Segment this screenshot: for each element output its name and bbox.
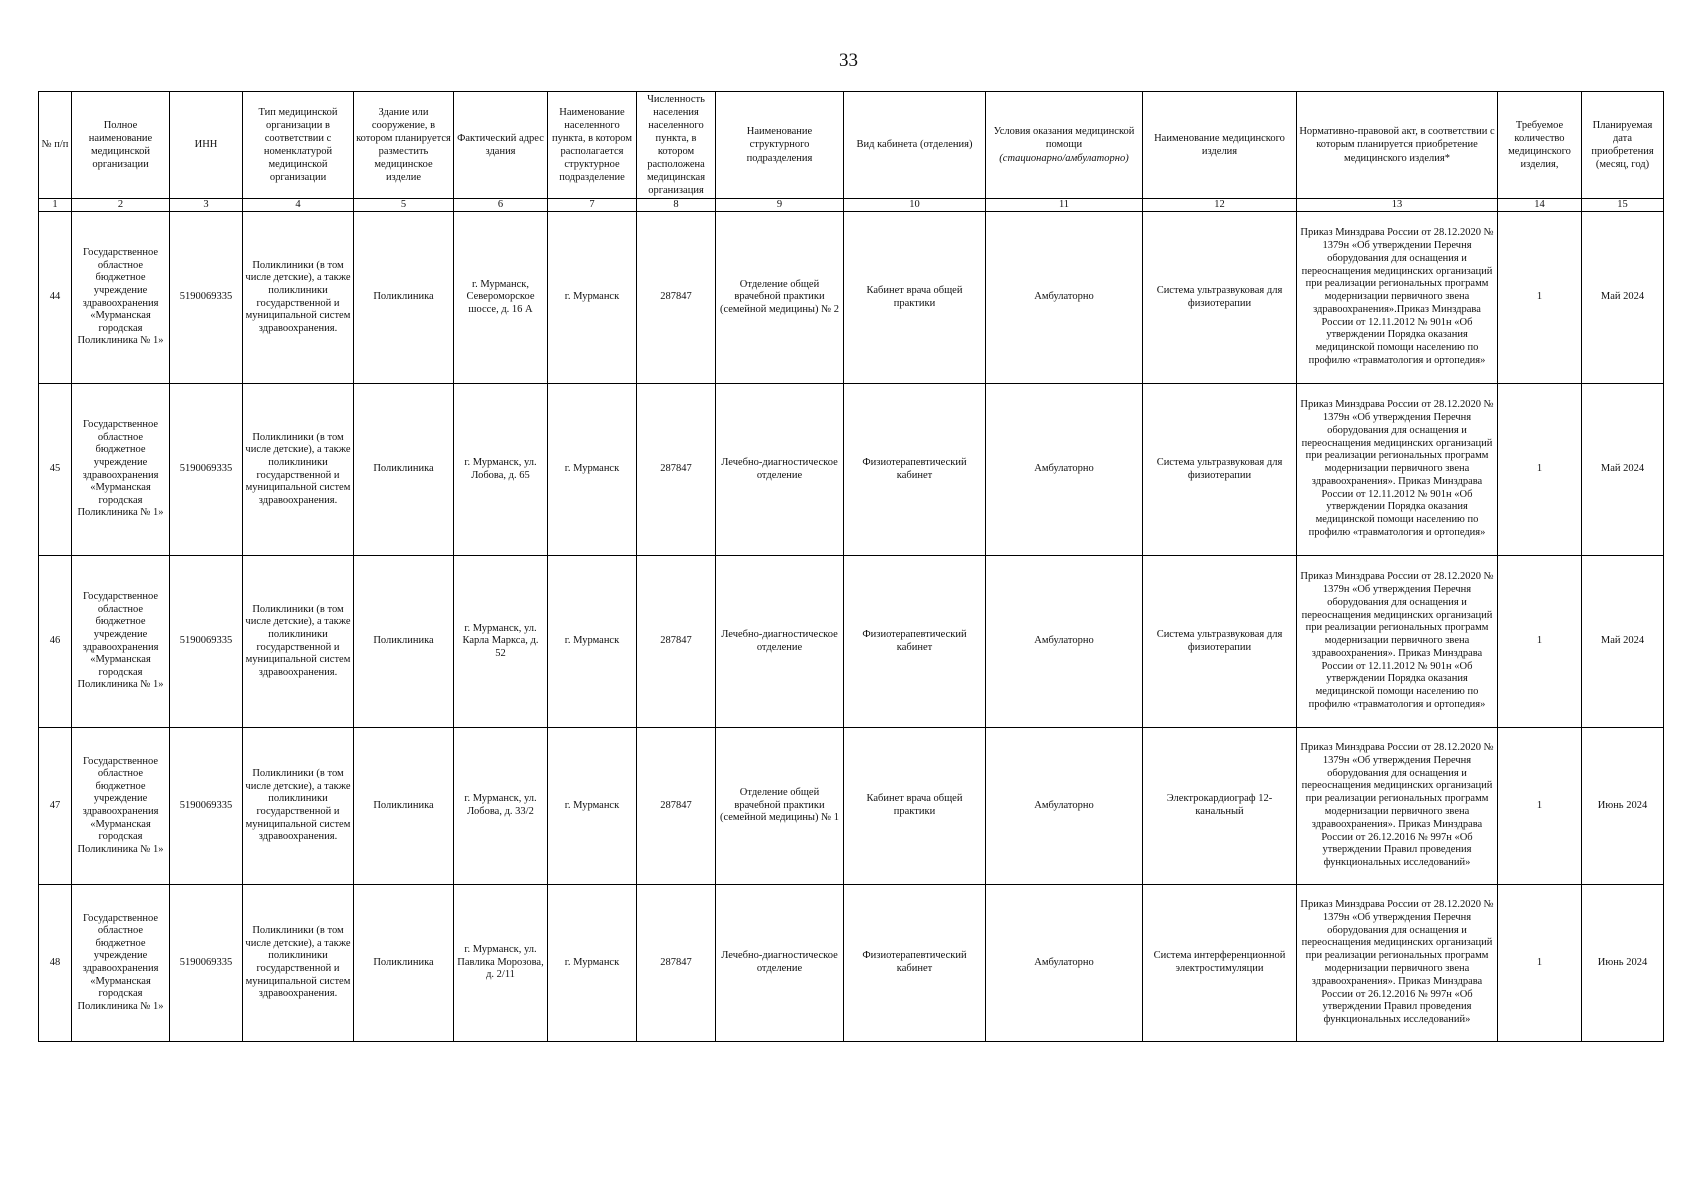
cell-conditions: Амбулаторно [986,212,1143,384]
cell-number: 48 [39,885,72,1042]
cell-cabinet: Физиотерапевтический кабинет [844,885,986,1042]
column-number: 15 [1582,199,1664,212]
cell-org-type: Поликлиники (в том числе детские), а также поликлиники государственной и муниципальной систем здравоохранения. [243,212,354,384]
cell-inn: 5190069335 [170,384,243,556]
column-number: 13 [1297,199,1498,212]
cell-number: 47 [39,728,72,885]
cell-device: Система ультразвуковая для физиотерапии [1143,384,1297,556]
cell-locality: г. Мурманск [548,556,637,728]
header-number: № п/п [39,92,72,199]
cell-device: Электрокардиограф 12-канальный [1143,728,1297,885]
header-org-name: Полное наименование медицинской организации [72,92,170,199]
cell-legal-act: Приказ Минздрава России от 28.12.2020 № 1379н «Об утверждения Перечня оборудования для оснащения и переоснащения медицинских организаций при реализации региональных программ модернизации первичного звена здравоохранения». Приказ Минздрава России от 26.12.2016 № 997н «Об утверждении Правил проведения функциональных исследований» [1297,728,1498,885]
equipment-table [38,91,1664,1042]
column-number: 9 [716,199,844,212]
cell-unit: Лечебно-диагностическое отделение [716,885,844,1042]
cell-device: Система ультразвуковая для физиотерапии [1143,556,1297,728]
cell-unit: Отделение общей врачебной практики (семейной медицины) № 2 [716,212,844,384]
cell-address: г. Мурманск, ул. Карла Маркса, д. 52 [454,556,548,728]
column-number: 8 [637,199,716,212]
cell-number: 44 [39,212,72,384]
cell-address: г. Мурманск, ул. Лобова, д. 65 [454,384,548,556]
column-number: 4 [243,199,354,212]
header-cabinet: Вид кабинета (отделения) [844,92,986,199]
cell-org-type: Поликлиники (в том числе детские), а также поликлиники государственной и муниципальной систем здравоохранения. [243,556,354,728]
cell-date: Июнь 2024 [1582,728,1664,885]
header-conditions-main: Условия оказания медицинской помощи [993,126,1135,151]
column-number: 2 [72,199,170,212]
cell-inn: 5190069335 [170,885,243,1042]
cell-legal-act: Приказ Минздрава России от 28.12.2020 № 1379н «Об утверждения Перечня оборудования для оснащения и переоснащения медицинских организаций при реализации региональных программ модернизации первичного звена здравоохранения». Приказ Минздрава России от 12.11.2012 № 901н «Об утверждении Порядка оказания медицинской помощи населению по профилю «травматология и ортопедия» [1297,556,1498,728]
cell-quantity: 1 [1498,728,1582,885]
cell-inn: 5190069335 [170,728,243,885]
table-row [39,384,1664,556]
table-row [39,556,1664,728]
cell-org-name: Государственное областное бюджетное учреждение здравоохранения «Мурманская городская Поликлиника № 1» [72,728,170,885]
cell-quantity: 1 [1498,384,1582,556]
cell-conditions: Амбулаторно [986,384,1143,556]
cell-legal-act: Приказ Минздрава России от 28.12.2020 № 1379н «Об утверждения Перечня оборудования для оснащения и переоснащения медицинских организаций при реализации региональных программ модернизации первичного звена здравоохранения». Приказ Минздрава России от 12.11.2012 № 901н «Об утверждении Порядка оказания медицинской помощи населению по профилю «травматология и ортопедия» [1297,384,1498,556]
column-number-row [39,199,1664,212]
table-row [39,212,1664,384]
header-building: Здание или сооружение, в котором планируется разместить медицинское изделие [354,92,454,199]
column-number: 5 [354,199,454,212]
table-row [39,728,1664,885]
cell-conditions: Амбулаторно [986,556,1143,728]
header-quantity: Требуемое количество медицинского изделия, [1498,92,1582,199]
cell-address: г. Мурманск, Североморское шоссе, д. 16 А [454,212,548,384]
cell-building: Поликлиника [354,885,454,1042]
cell-unit: Отделение общей врачебной практики (семейной медицины) № 1 [716,728,844,885]
cell-building: Поликлиника [354,728,454,885]
cell-date: Май 2024 [1582,212,1664,384]
cell-number: 46 [39,556,72,728]
cell-conditions: Амбулаторно [986,885,1143,1042]
cell-population: 287847 [637,556,716,728]
header-device: Наименование медицинского изделия [1143,92,1297,199]
cell-device: Система интерференционной электростимуляции [1143,885,1297,1042]
column-number: 1 [39,199,72,212]
header-address: Фактический адрес здания [454,92,548,199]
cell-address: г. Мурманск, ул. Лобова, д. 33/2 [454,728,548,885]
cell-org-name: Государственное областное бюджетное учреждение здравоохранения «Мурманская городская Поликлиника № 1» [72,556,170,728]
cell-conditions: Амбулаторно [986,728,1143,885]
cell-address: г. Мурманск, ул. Павлика Морозова, д. 2/11 [454,885,548,1042]
cell-population: 287847 [637,728,716,885]
column-number: 7 [548,199,637,212]
cell-cabinet: Кабинет врача общей практики [844,728,986,885]
column-number: 3 [170,199,243,212]
cell-org-name: Государственное областное бюджетное учреждение здравоохранения «Мурманская городская Поликлиника № 1» [72,384,170,556]
cell-locality: г. Мурманск [548,384,637,556]
column-number: 14 [1498,199,1582,212]
cell-number: 45 [39,384,72,556]
cell-cabinet: Физиотерапевтический кабинет [844,384,986,556]
header-conditions [986,92,1143,199]
cell-building: Поликлиника [354,212,454,384]
cell-legal-act: Приказ Минздрава России от 28.12.2020 № 1379н «Об утверждении Перечня оборудования для оснащения и переоснащения медицинских организаций при реализации региональных программ модернизации первичного звена здравоохранения».Приказ Минздрава России от 12.11.2012 № 901н «Об утверждении Порядка оказания медицинской помощи населению по профилю «травматология и ортопедия» [1297,212,1498,384]
cell-unit: Лечебно-диагностическое отделение [716,556,844,728]
header-unit: Наименование структурного подразделения [716,92,844,199]
cell-org-name: Государственное областное бюджетное учреждение здравоохранения «Мурманская городская Поликлиника № 1» [72,885,170,1042]
table-header-row [39,92,1664,199]
cell-cabinet: Физиотерапевтический кабинет [844,556,986,728]
cell-device: Система ультразвуковая для физиотерапии [1143,212,1297,384]
cell-cabinet: Кабинет врача общей практики [844,212,986,384]
cell-unit: Лечебно-диагностическое отделение [716,384,844,556]
cell-inn: 5190069335 [170,212,243,384]
cell-building: Поликлиника [354,384,454,556]
column-number: 12 [1143,199,1297,212]
cell-population: 287847 [637,212,716,384]
cell-date: Июнь 2024 [1582,885,1664,1042]
cell-org-type: Поликлиники (в том числе детские), а также поликлиники государственной и муниципальной систем здравоохранения. [243,885,354,1042]
header-date: Планируемая дата приобретения (месяц, год) [1582,92,1664,199]
header-inn: ИНН [170,92,243,199]
header-org-type: Тип медицинской организации в соответствии с номенклатурой медицинской организации [243,92,354,199]
cell-org-name: Государственное областное бюджетное учреждение здравоохранения «Мурманская городская Поликлиника № 1» [72,212,170,384]
cell-population: 287847 [637,885,716,1042]
cell-date: Май 2024 [1582,384,1664,556]
column-number: 11 [986,199,1143,212]
cell-locality: г. Мурманск [548,212,637,384]
cell-quantity: 1 [1498,556,1582,728]
cell-org-type: Поликлиники (в том числе детские), а также поликлиники государственной и муниципальной систем здравоохранения. [243,728,354,885]
column-number: 10 [844,199,986,212]
cell-locality: г. Мурманск [548,728,637,885]
header-conditions-italic: (стационарно/амбулаторно) [999,152,1129,164]
cell-locality: г. Мурманск [548,885,637,1042]
cell-building: Поликлиника [354,556,454,728]
cell-legal-act: Приказ Минздрава России от 28.12.2020 № 1379н «Об утверждения Перечня оборудования для оснащения и переоснащения медицинских организаций при реализации региональных программ модернизации первичного звена здравоохранения». Приказ Минздрава России от 26.12.2016 № 997н «Об утверждении Правил проведения функциональных исследований» [1297,885,1498,1042]
cell-inn: 5190069335 [170,556,243,728]
cell-quantity: 1 [1498,885,1582,1042]
header-legal-act: Нормативно-правовой акт, в соответствии с которым планируется приобретение медицинского изделия* [1297,92,1498,199]
header-population: Численность населения населенного пункта, в котором расположена медицинская организация [637,92,716,199]
cell-org-type: Поликлиники (в том числе детские), а также поликлиники государственной и муниципальной систем здравоохранения. [243,384,354,556]
cell-quantity: 1 [1498,212,1582,384]
table-row [39,885,1664,1042]
column-number: 6 [454,199,548,212]
cell-date: Май 2024 [1582,556,1664,728]
header-locality: Наименование населенного пункта, в котором располагается структурное подразделение [548,92,637,199]
cell-population: 287847 [637,384,716,556]
page-number: 33 [839,50,858,71]
